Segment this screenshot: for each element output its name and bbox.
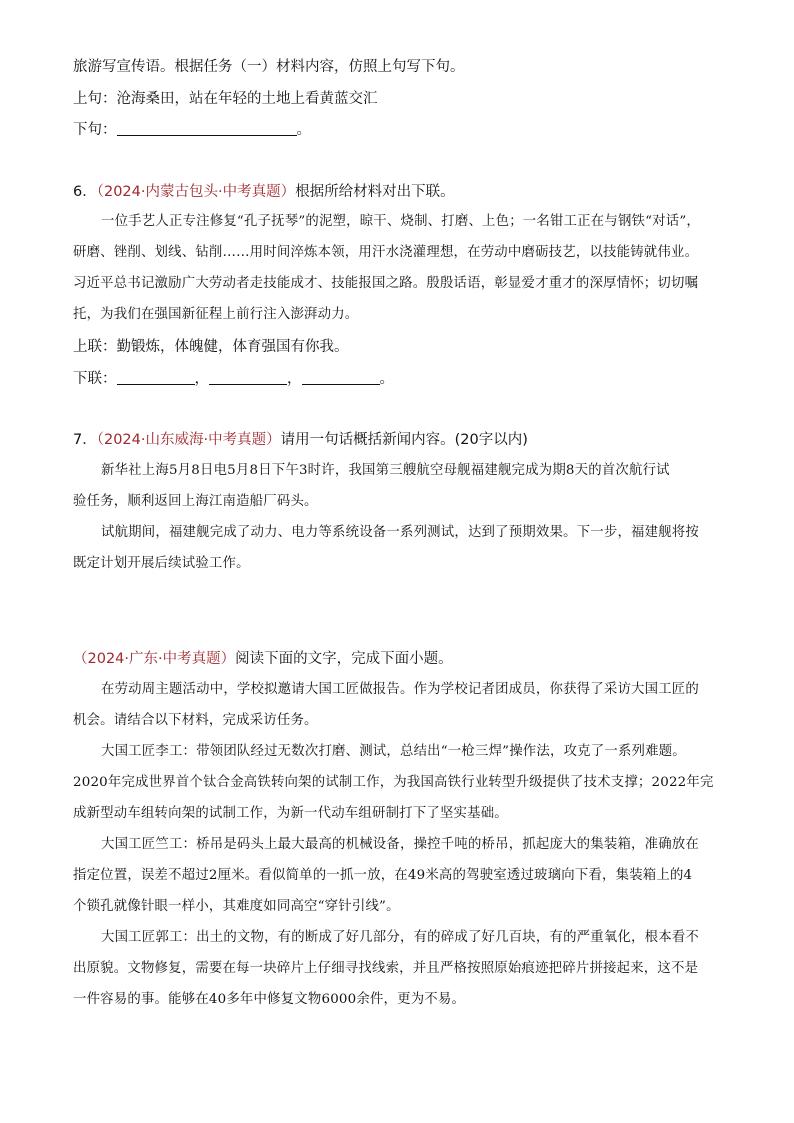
q7-prompt: 请用一句话概括新闻内容。(20字以内)	[280, 432, 528, 448]
q7-material-line: 既定计划开展后续试验工作。	[73, 556, 250, 571]
q5-upper-line: 上句：沧海桑田，站在年轻的土地上看黄蓝交汇	[73, 91, 378, 107]
q8-intro-line: 在劳动周主题活动中，学校拟邀请大国工匠做报告。作为学校记者团成员，你获得了采访大国工匠的	[101, 682, 699, 697]
q7-header	[73, 430, 528, 450]
q8-p2-line: 个锁孔就像针眼一样小，其难度如同高空“穿针引线”。	[73, 899, 400, 914]
q8-p3-line: 一件容易的事。能够在40多年中修复文物6000余件，更为不易。	[73, 992, 466, 1007]
q6-lower-label: 下联：	[73, 371, 117, 387]
q7-material-line: 新华社上海5月8日电5月8日下午3时许，我国第三艘航空母舰福建舰完成为期8天的首次航行试	[101, 463, 670, 478]
q8-p2-line: 指定位置，误差不超过2厘米。看似简单的一抓一放，在49米高的驾驶室透过玻璃向下看，集装箱上的4	[73, 868, 693, 883]
q8-source: （2024·广东·中考真题）	[73, 651, 236, 667]
q6-lower-couplet: 下联： ， ， 。	[73, 371, 394, 387]
q7-source: （2024·山东威海·中考真题）	[96, 432, 281, 448]
q6-material-line: 习近平总书记激励广大劳动者走技能成才、技能报国之路。殷殷话语，彰显爱才重才的深厚情怀；切切嘱	[73, 276, 699, 291]
q8-header	[73, 649, 453, 669]
q8-p2-line: 大国工匠竺工：桥吊是码头上最大最高的机械设备，操控千吨的桥吊，抓起庞大的集装箱，准确放在	[101, 837, 699, 852]
q8-intro-line: 机会。请结合以下材料，完成采访任务。	[73, 713, 318, 728]
q5-lower-label: 下句：	[73, 122, 117, 138]
q6-answer-blank-1[interactable]	[117, 370, 195, 385]
q8-p1-line: 成新型动车组转向架的试制工作，为新一代动车组研制打下了坚实基础。	[73, 806, 508, 821]
q6-material-line: 研磨、锉削、划线、钻削……用时间淬炼本领，用汗水浇灌理想，在劳动中磨砺技艺，以技能铸就伟业。	[73, 245, 699, 260]
q6-number: 6．	[73, 184, 97, 200]
q6-material-line: 托，为我们在强国新征程上前行注入澎湃动力。	[73, 307, 359, 322]
q8-prompt: 阅读下面的文字，完成下面小题。	[235, 651, 453, 667]
q5-answer-blank[interactable]	[117, 121, 297, 136]
q7-number: 7．	[73, 432, 97, 448]
q5-lower-line	[73, 120, 311, 140]
q8-p3-line: 大国工匠郭工：出土的文物，有的断成了好几部分，有的碎成了好几百块，有的严重氧化，根本看不	[101, 930, 699, 945]
q7-material-line: 试航期间，福建舰完成了动力、电力等系统设备一系列测试，达到了预期效果。下一步，福建舰将按	[101, 525, 699, 540]
q6-answer-blank-3[interactable]	[302, 370, 380, 385]
q6-source: （2024·内蒙古包头·中考真题）	[96, 184, 296, 200]
q6-prompt: 根据所给材料对出下联。	[295, 184, 455, 200]
q8-p3-line: 出原貌。文物修复，需要在每一块碎片上仔细寻找线索，并且严格按照原始痕迹把碎片拼接起来，这不是	[73, 961, 699, 976]
q7-material-line: 验任务，顺利返回上海江南造船厂码头。	[73, 494, 318, 509]
q6-answer-blank-2[interactable]	[209, 370, 287, 385]
q5-instruction: 旅游写宣传语。根据任务（一）材料内容，仿照上句写下句。	[73, 59, 465, 75]
q5-end: 。	[296, 122, 311, 138]
q6-material-line: 一位手艺人正专注修复“孔子抚琴”的泥塑，晾干、烧制、打磨、上色；一名钳工正在与钢铁“对话”，	[101, 214, 700, 229]
q6-upper-couplet: 上联：勤锻炼，体魄健，体育强国有你我。	[73, 339, 349, 355]
q8-p1-line: 2020年完成世界首个钛合金高铁转向架的试制工作，为我国高铁行业转型升级提供了技术支撑；2022年完	[73, 775, 714, 790]
q6-header	[73, 182, 455, 202]
q8-p1-line: 大国工匠李工：带领团队经过无数次打磨、测试，总结出“一枪三焊”操作法，攻克了一系列难题。	[101, 744, 686, 759]
